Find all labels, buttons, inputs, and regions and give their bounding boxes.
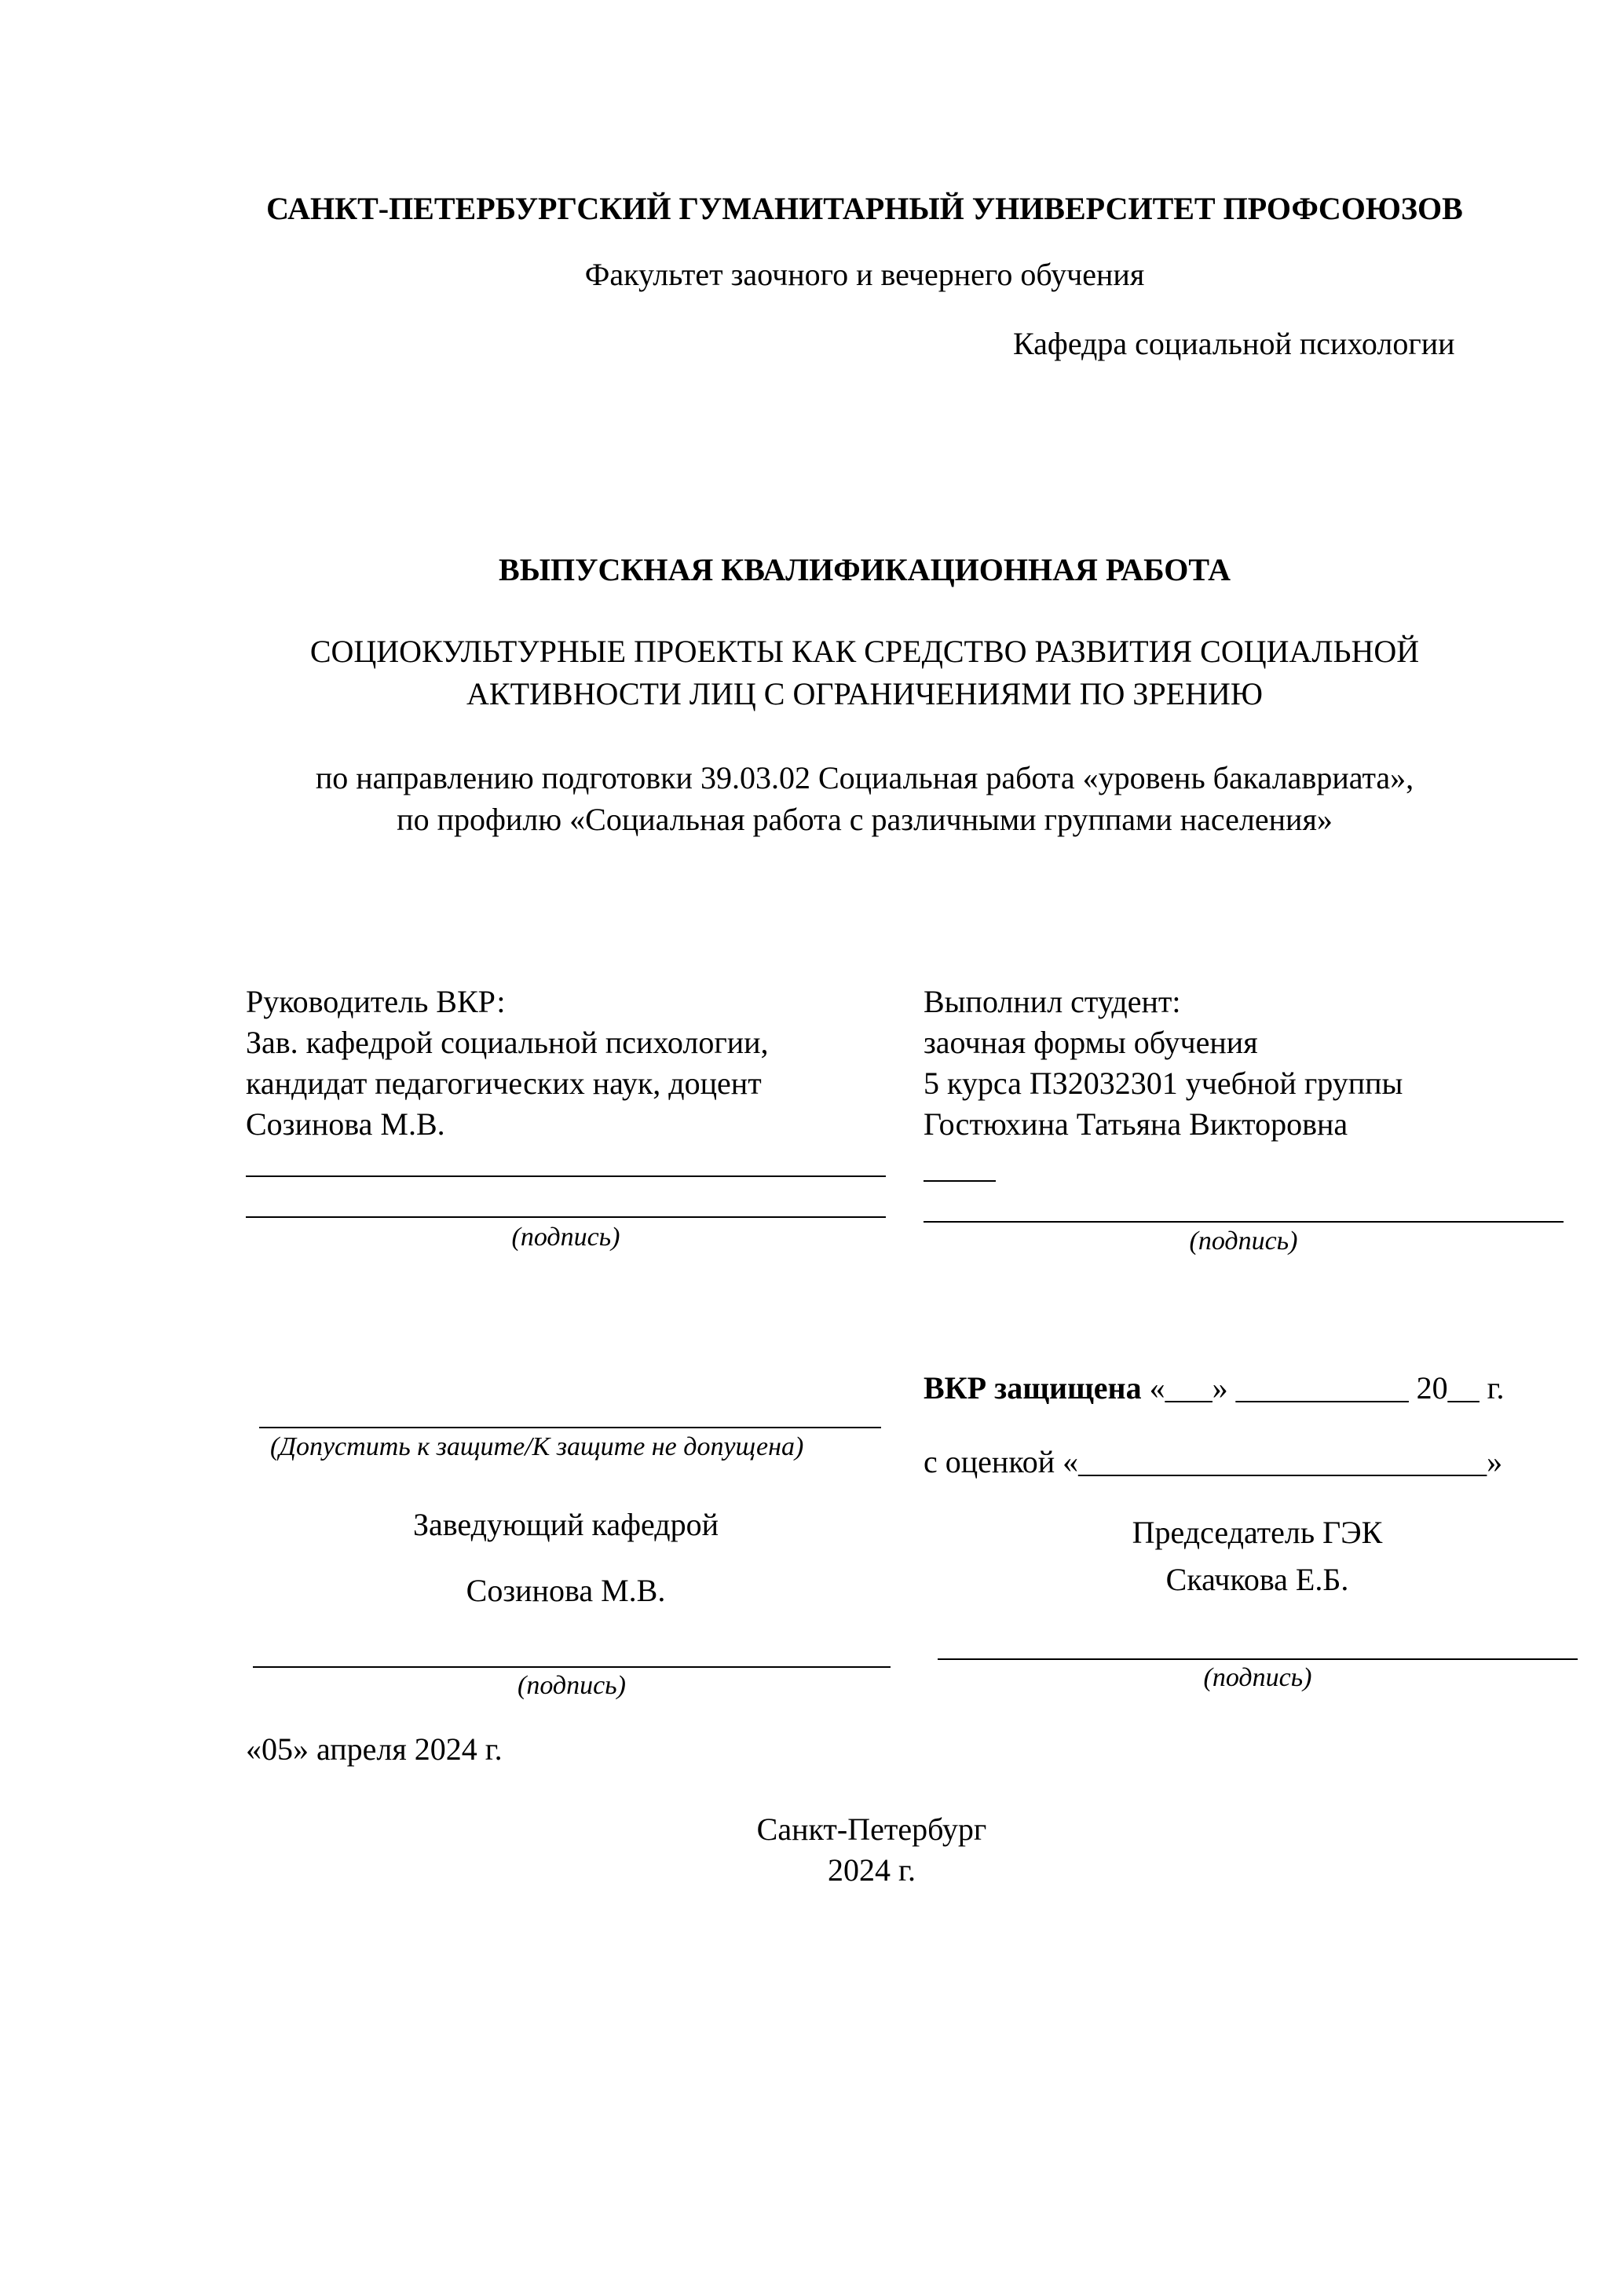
chair-signature-line [938, 1658, 1578, 1660]
university-name: САНКТ-ПЕТЕРБУРГСКИЙ ГУМАНИТАРНЫЙ УНИВЕРСИТЕТ ПРОФСОЮЗОВ [266, 191, 1463, 226]
student-signature-caption: (подпись) [1189, 1227, 1298, 1256]
head-signature-line [253, 1666, 891, 1668]
admission-decision-line [259, 1427, 881, 1428]
defense-date-template: «___» ___________ 20__ г. [1141, 1370, 1505, 1406]
defense-grade: с оценкой «__________________________» [924, 1444, 1503, 1479]
work-title-line-1: СОЦИОКУЛЬТУРНЫЕ ПРОЕКТЫ КАК СРЕДСТВО РАЗВИТИЯ СОЦИАЛЬНОЙ [309, 634, 1420, 669]
student-label: Выполнил студент: [924, 984, 1181, 1019]
head-of-department-name: Созинова М.В. [466, 1573, 666, 1608]
supervisor-block [246, 982, 769, 1145]
supervisor-name: Созинова М.В. [246, 1106, 445, 1142]
direction-line-1: по направлению подготовки 39.03.02 Социальная работа «уровень бакалавриата», [315, 760, 1414, 795]
supervisor-position: Зав. кафедрой социальной психологии, [246, 1025, 769, 1060]
direction-line-2: по профилю «Социальная работа с различными группами населения» [397, 802, 1333, 837]
student-line-short [924, 1180, 996, 1182]
gek-chair-title: Председатель ГЭК [1132, 1515, 1383, 1550]
admission-caption: (Допустить к защите/К защите не допущена) [270, 1432, 804, 1461]
supervisor-signature-line [246, 1216, 886, 1218]
student-study-form: заочная формы обучения [924, 1025, 1258, 1060]
defense-line [924, 1368, 1504, 1409]
student-block [924, 982, 1403, 1145]
supervisor-label: Руководитель ВКР: [246, 984, 506, 1019]
head-of-department-title: Заведующий кафедрой [412, 1507, 719, 1542]
student-group: 5 курса ПЗ2032301 учебной группы [924, 1066, 1403, 1101]
admission-date: «05» апреля 2024 г. [246, 1731, 503, 1767]
head-signature-caption: (подпись) [518, 1671, 626, 1700]
gek-chair-name: Скачкова Е.Б. [1165, 1562, 1349, 1597]
footer-city: Санкт-Петербург [756, 1812, 987, 1847]
defense-label: ВКР защищена [924, 1370, 1142, 1406]
student-signature-line [924, 1221, 1564, 1223]
supervisor-signature-caption: (подпись) [511, 1223, 620, 1252]
faculty-name: Факультет заочного и вечернего обучения [584, 257, 1145, 292]
footer-year: 2024 г. [828, 1852, 916, 1888]
supervisor-degree: кандидат педагогических наук, доцент [246, 1066, 762, 1101]
department-name: Кафедра социальной психологии [1013, 326, 1455, 361]
document-type: ВЫПУСКНАЯ КВАЛИФИКАЦИОННАЯ РАБОТА [499, 552, 1231, 587]
student-name: Гостюхина Татьяна Викторовна [924, 1106, 1348, 1142]
supervisor-line-1 [246, 1175, 886, 1177]
work-title-line-2: АКТИВНОСТИ ЛИЦ С ОГРАНИЧЕНИЯМИ ПО ЗРЕНИЮ [466, 676, 1263, 711]
chair-signature-caption: (подпись) [1203, 1663, 1312, 1692]
